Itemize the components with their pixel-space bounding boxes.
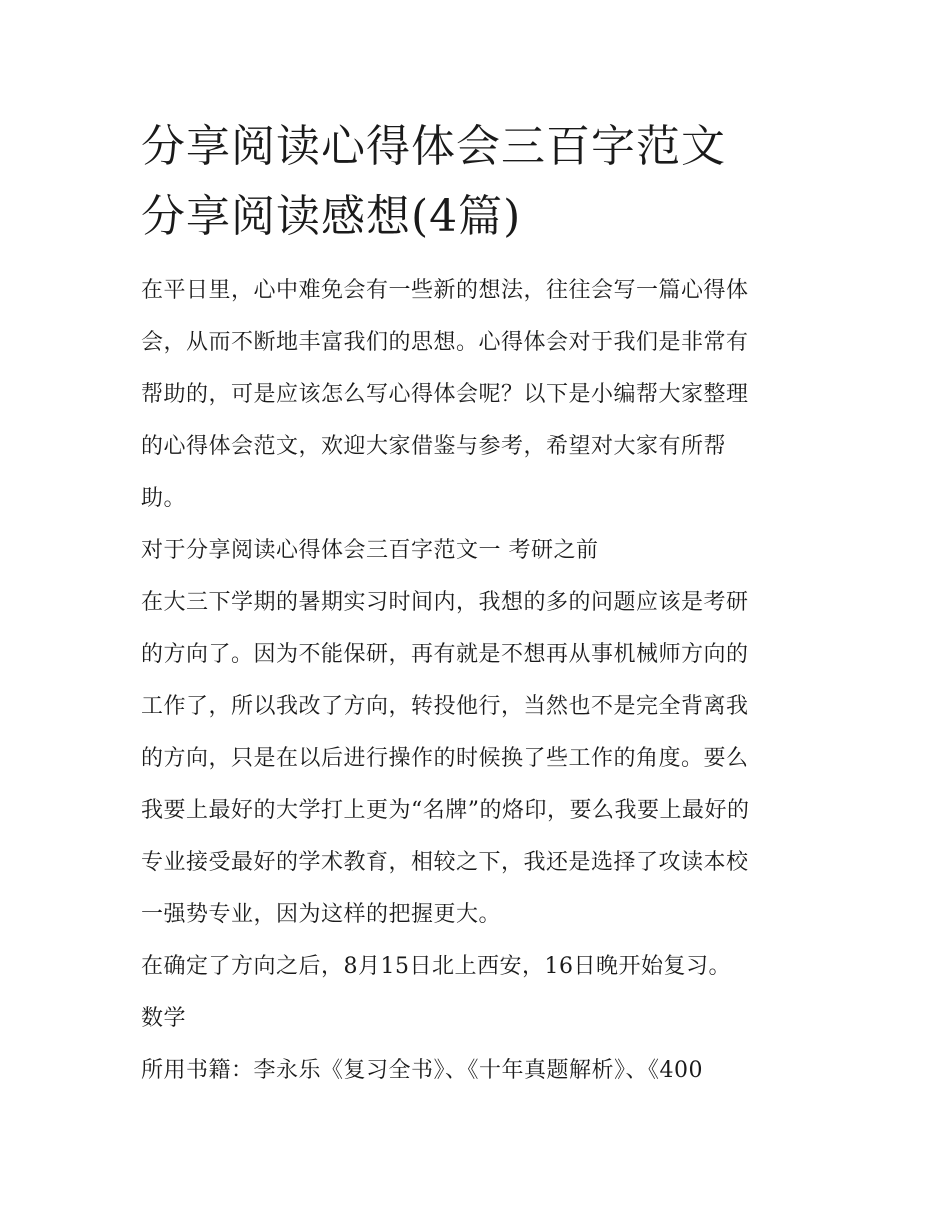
body-line: 专业接受最好的学术教育，相较之下，我还是选择了攻读本校 xyxy=(141,850,749,875)
subject-text: 数学 xyxy=(141,1006,187,1031)
body-line: 的方向了。因为不能保研，再有就是不想再从事机械师方向的 xyxy=(141,642,749,667)
intro-paragraph xyxy=(141,265,813,525)
body-line: 我要上最好的大学打上更为“名牌”的烙印，要么我要上最好的 xyxy=(141,798,750,823)
date-line: 在确定了方向之后，8月15日北上西安，16日晚开始复习。 xyxy=(141,954,731,979)
title-line-1: 分享阅读心得体会三百字范文 xyxy=(141,121,726,172)
intro-line: 帮助的，可是应该怎么写心得体会呢？以下是小编帮大家整理 xyxy=(141,382,749,407)
intro-line: 在平日里，心中难免会有一些新的想法，往往会写一篇心得体 xyxy=(141,278,749,303)
body-paragraph xyxy=(141,577,813,941)
books-line: 所用书籍：李永乐《复习全书》、《十年真题解析》、《400 xyxy=(141,1058,703,1083)
intro-line: 助。 xyxy=(141,486,187,511)
document-page xyxy=(141,112,813,1097)
intro-line: 会，从而不断地丰富我们的思想。心得体会对于我们是非常有 xyxy=(141,330,749,355)
subject-heading xyxy=(141,993,813,1045)
date-paragraph xyxy=(141,941,813,993)
section-heading xyxy=(141,525,813,577)
body-line: 一强势专业，因为这样的把握更大。 xyxy=(141,902,502,927)
body-line: 的方向，只是在以后进行操作的时候换了些工作的角度。要么 xyxy=(141,746,749,771)
body-line: 工作了，所以我改了方向，转投他行，当然也不是完全背离我 xyxy=(141,694,749,719)
document-title xyxy=(141,112,813,252)
books-paragraph xyxy=(141,1045,813,1097)
title-line-2: 分享阅读感想(4篇) xyxy=(141,191,522,242)
intro-line: 的心得体会范文，欢迎大家借鉴与参考，希望对大家有所帮 xyxy=(141,434,727,459)
body-line: 在大三下学期的暑期实习时间内，我想的多的问题应该是考研 xyxy=(141,590,749,615)
section-heading-text: 对于分享阅读心得体会三百字范文一 考研之前 xyxy=(141,538,599,563)
